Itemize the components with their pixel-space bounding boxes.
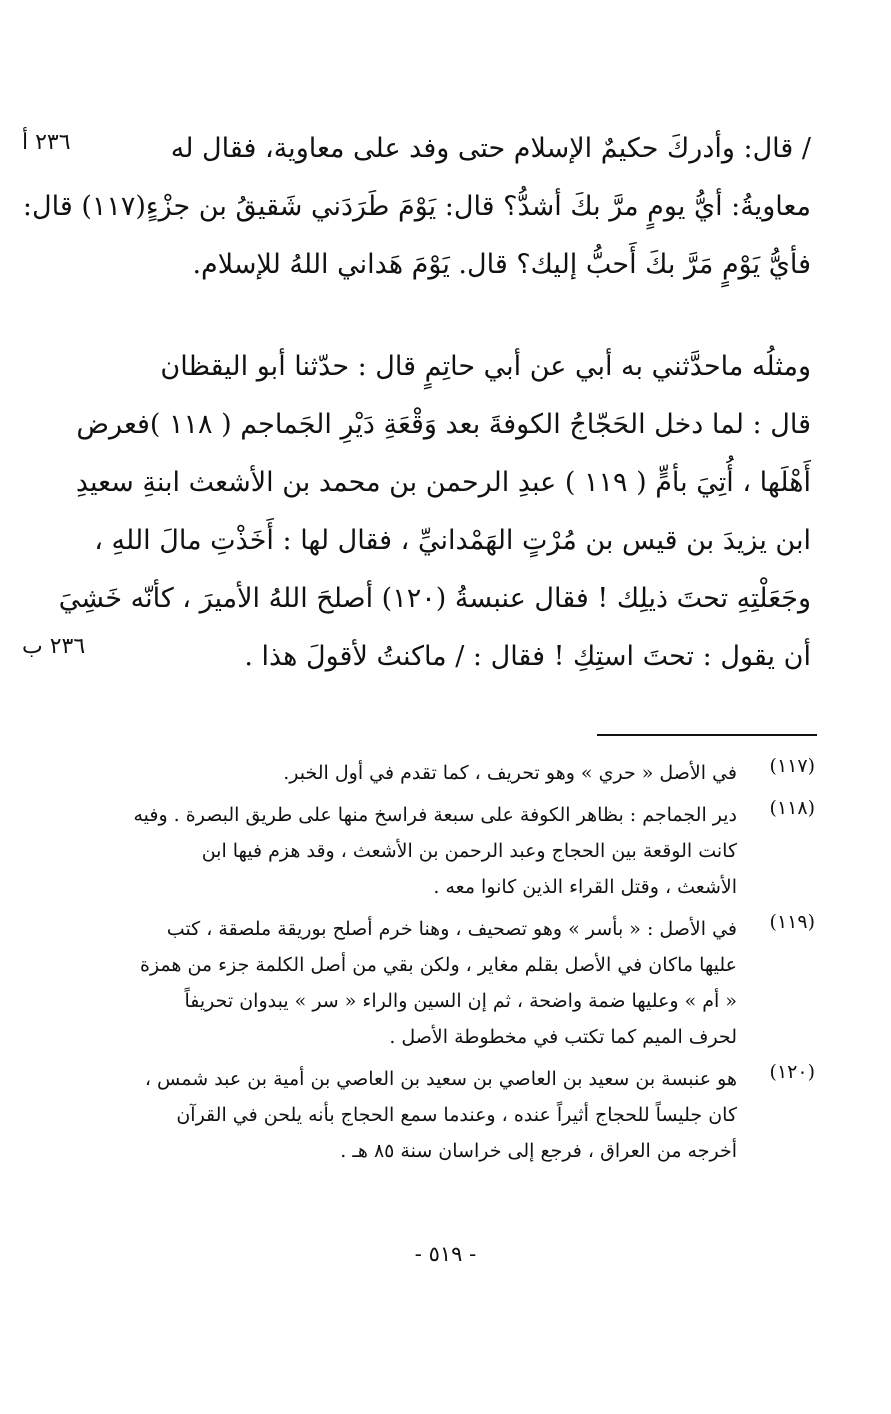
footnote-number: (١٢٠) [769, 1061, 815, 1083]
footnote-line: لحرف الميم كما تكتب في مخطوطة الأصل . [389, 1026, 737, 1048]
footnote-117 [100, 755, 815, 791]
paragraph-line: أَهْلَها ، أُتِيَ بأمٍّ ( ١١٩ ) عبدِ الرحمن بن محمد بن الأشعث ابنةِ سعيدِ [75, 467, 811, 498]
footnote-line: هو عنبسة بن سعيد بن العاصي بن سعيد بن العاصي بن أمية بن عبد شمس ، [144, 1068, 737, 1090]
paragraph-line: ومثلُه ماحدَّثني به أبي عن أبي حاتِمٍ قال : حدّثنا أبو اليقظان [160, 351, 811, 382]
footnote-line: كان جليساً للحجاج أثيراً عنده ، وعندما سمع الحجاج بأنه يلحن في القرآن [176, 1104, 737, 1126]
paragraph-line: أن يقول : تحتَ استِكِ ! فقال : / ماكنتُ لأقولَ هذا . [244, 641, 811, 672]
footnote-line: الأشعث ، وقتل القراء الذين كانوا معه . [433, 876, 737, 898]
footnote-line: دير الجماجم : بظاهر الكوفة على سبعة فراسخ منها على طريق البصرة . وفيه [133, 804, 737, 826]
footnotes [100, 755, 815, 1175]
footnote-line: عليها ماكان في الأصل بقلم مغاير ، ولكن بقي من أصل الكلمة جزء من همزة [139, 954, 737, 976]
paragraph-2 [58, 338, 811, 686]
footnote-line: أخرجه من العراق ، فرجع إلى خراسان سنة ٨٥ هـ . [340, 1140, 737, 1162]
footnote-number: (١١٨) [769, 797, 815, 819]
footnote-line: « أم » وعليها ضمة واضحة ، ثم إن السين والراء « سر » يبدوان تحريفاً [184, 990, 737, 1012]
paragraph-line: معاويةُ: أيُّ يومٍ مرَّ بكَ أشدُّ؟ قال: يَوْمَ طَرَدَني شَقيقُ بن جزْءٍ(١١٧) قال: [22, 191, 811, 222]
paragraph-line: قال : لما دخل الحَجّاجُ الكوفةَ بعد وَقْعَةِ دَيْرِ الجَماجم ( ١١٨ )فعرض [76, 409, 811, 440]
footnote-line: في الأصل « حري » وهو تحريف ، كما تقدم في أول الخبر. [283, 762, 737, 784]
footnote-120 [100, 1061, 815, 1169]
paragraph-line: / قال: وأدركَ حكيمٌ الإسلام حتى وفد على معاوية، فقال له [170, 133, 811, 164]
footnote-line: كانت الوقعة بين الحجاج وعبد الرحمن بن الأشعث ، وقد هزم فيها ابن [201, 840, 737, 862]
footnote-line: في الأصل : « بأسر » وهو تصحيف ، وهنا خرم أصلح بوريقة ملصقة ، كتب [166, 918, 737, 940]
footnote-118 [100, 797, 815, 905]
paragraph-line: فأيُّ يَوْمٍ مَرَّ بكَ أَحبُّ إليك؟ قال. يَوْمَ هَداني اللهُ للإسلام. [192, 249, 811, 280]
margin-note-folio-top: ٢٣٦ أ [22, 130, 71, 155]
footnote-separator [597, 734, 817, 736]
footnote-number: (١١٧) [769, 755, 815, 777]
footnote-number: (١١٩) [769, 911, 815, 933]
page-number: - ٥١٩ - [414, 1242, 477, 1266]
margin-note-folio-bottom: ٢٣٦ ب [22, 634, 86, 659]
paragraph-line: وجَعَلْتِهِ تحتَ ذيلِك ! فقال عنبسةُ (١٢٠) أصلحَ اللهُ الأميرَ ، كأنّه خَشِيَ [58, 583, 811, 614]
footnote-119 [100, 911, 815, 1055]
paragraph-line: ابن يزيدَ بن قيس بن مُرْتٍ الهَمْدانيِّ ، فقال لها : أَخَذْتِ مالَ اللهِ ، [94, 525, 811, 556]
